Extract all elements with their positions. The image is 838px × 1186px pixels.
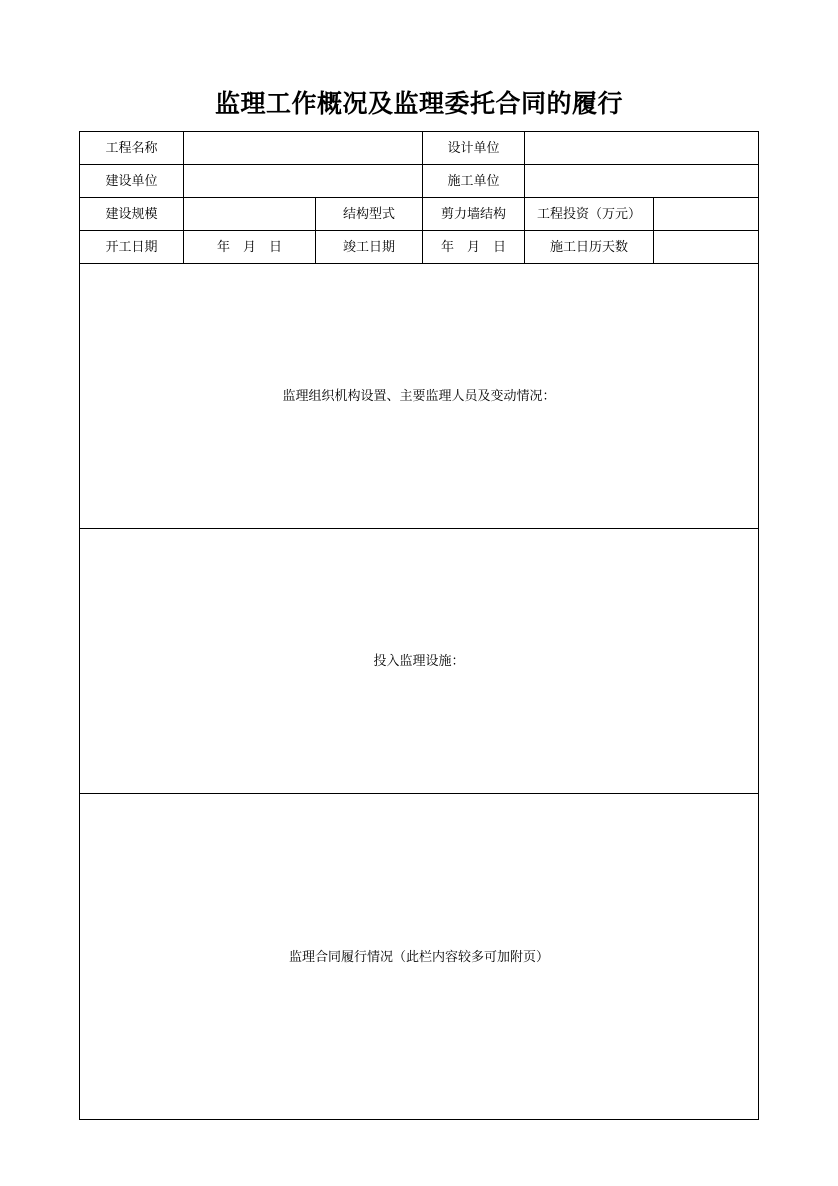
section-contract-performance-label: 监理合同履行情况（此栏内容较多可加附页）	[288, 948, 549, 964]
field-label-calendar-days: 施工日历天数	[525, 231, 654, 264]
section-organization-personnel[interactable]	[80, 264, 759, 529]
field-label-completion-date: 竣工日期	[316, 231, 423, 264]
field-value-construction-scale[interactable]	[184, 198, 316, 231]
field-label-design-unit: 设计单位	[423, 132, 525, 165]
table-row	[80, 264, 759, 529]
field-value-construction-owner[interactable]	[184, 165, 423, 198]
table-row	[80, 529, 759, 794]
field-label-construction-owner: 建设单位	[80, 165, 184, 198]
field-label-construction-scale: 建设规模	[80, 198, 184, 231]
field-value-design-unit[interactable]	[525, 132, 759, 165]
field-value-completion-date[interactable]: 年 月 日	[423, 231, 525, 264]
table-row	[80, 165, 759, 198]
section-organization-personnel-label: 监理组织机构设置、主要监理人员及变动情况：	[282, 388, 556, 404]
section-supervision-facilities[interactable]	[80, 529, 759, 794]
field-value-structure-type: 剪力墙结构	[423, 198, 525, 231]
section-contract-performance[interactable]	[80, 794, 759, 1120]
table-row	[80, 794, 759, 1120]
field-value-project-investment[interactable]	[654, 198, 759, 231]
table-row	[80, 231, 759, 264]
field-label-start-date: 开工日期	[80, 231, 184, 264]
supervision-form-table	[79, 131, 759, 1120]
page-title: 监理工作概况及监理委托合同的履行	[214, 91, 623, 118]
table-row	[80, 198, 759, 231]
field-label-project-investment: 工程投资（万元）	[525, 198, 654, 231]
field-label-project-name: 工程名称	[80, 132, 184, 165]
field-label-construction-unit: 施工单位	[423, 165, 525, 198]
field-value-calendar-days[interactable]	[654, 231, 759, 264]
field-value-start-date[interactable]: 年 月 日	[184, 231, 316, 264]
field-value-construction-unit[interactable]	[525, 165, 759, 198]
field-label-structure-type: 结构型式	[316, 198, 423, 231]
section-supervision-facilities-label: 投入监理设施：	[373, 653, 465, 669]
table-row	[80, 132, 759, 165]
field-value-project-name[interactable]	[184, 132, 423, 165]
